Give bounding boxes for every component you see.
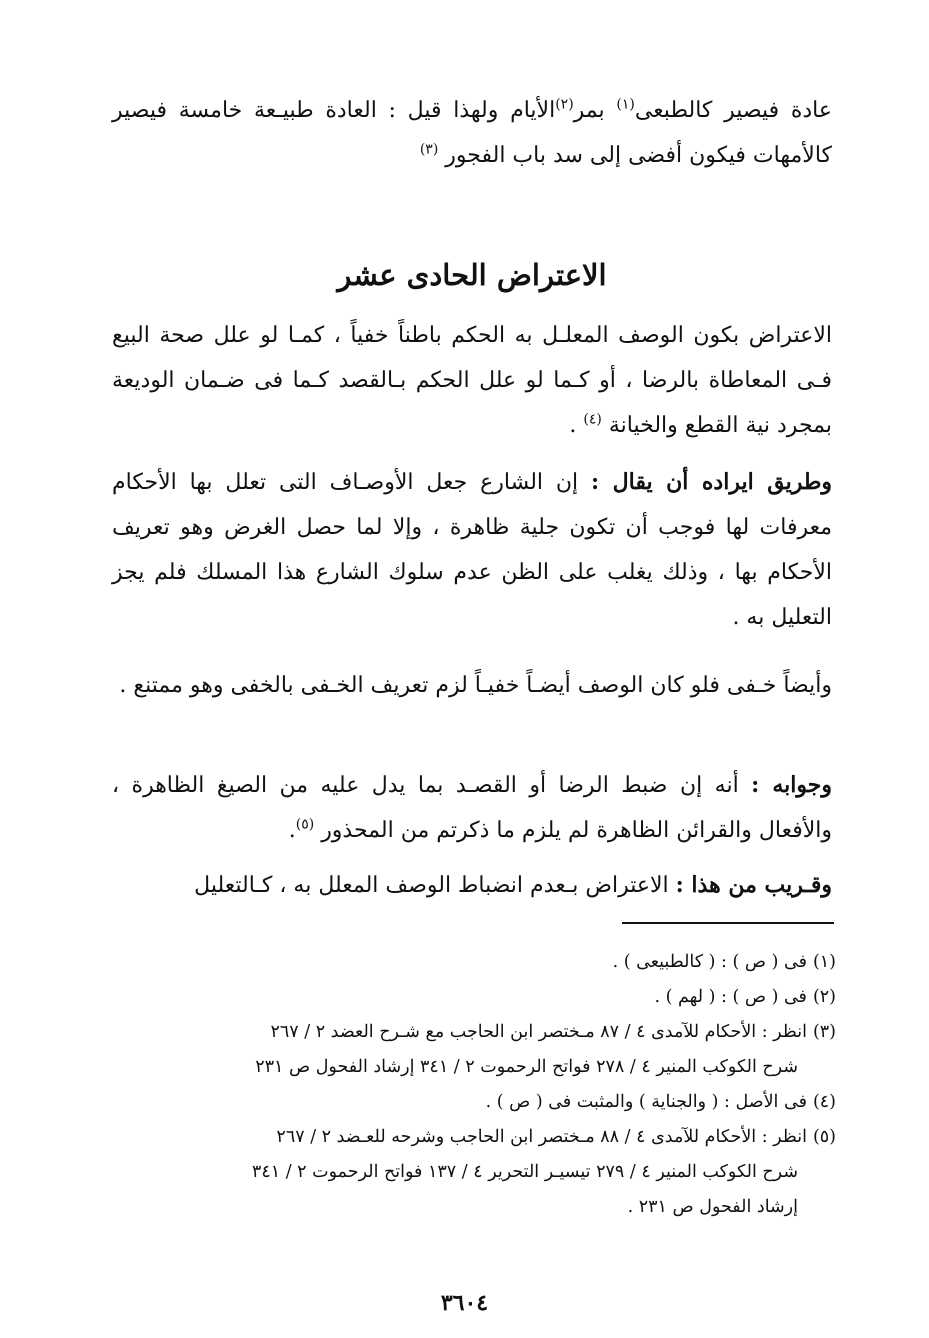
footnote-ref-4[interactable]: (٤): [583, 411, 602, 428]
paragraph-answer: [112, 763, 876, 853]
footnote-number: (٣): [812, 1022, 836, 1042]
paragraph-answer-end: .: [288, 818, 296, 843]
intro-paragraph: [112, 88, 832, 178]
paragraph-objection-end: .: [569, 413, 584, 438]
footnote-line: انظر : الأحكام للآمدى ٤ / ٨٨ مـختصر ابن الحاجب وشرحه للعـضد ٢ / ٢٦٧: [276, 1127, 807, 1147]
paragraph-method-text: إن الشارع جعل الأوصـاف التى تعلل بها الأحكام معرفات لها فوجب أن تكون جلية ظاهرة ، وإلا لما حصل الغرض وهو تعريف الأحكام بها ، وذلك يغلب على الظن عدم سلوك الشارع هذا المسلك فلم يجز التعليل به .: [112, 470, 832, 630]
section-heading: الاعتراض الحادى عشر: [337, 258, 607, 292]
paragraph-also: [112, 663, 876, 708]
footnote-5: [112, 1120, 836, 1155]
footnote-3: [112, 1015, 836, 1050]
footnote-1: [112, 945, 836, 980]
footnotes-section: [112, 945, 836, 1225]
page-number: ٣٦٠٤: [440, 1290, 489, 1316]
footnote-2: [112, 980, 836, 1015]
footnote-4: [112, 1085, 836, 1120]
footnote-ref-2[interactable]: (٢): [555, 96, 574, 113]
paragraph-answer-text: أنه إن ضبط الرضا أو القصـد بما يدل عليه من الصيغ الظاهرة ، والأفعال والقرائن الظاهرة لم يلزم ما ذكرتم من المحذور: [112, 773, 832, 843]
paragraph-also-text: وأيضاً خـفى فلو كان الوصف أيضـاً خفيـاً لزم تعريف الخـفى بالخفى وهو ممتنع .: [119, 673, 832, 698]
paragraph-related: [112, 863, 876, 908]
footnote-line: انظر : الأحكام للآمدى ٤ / ٨٧ مـختصر ابن الحاجب مع شـرح العضد ٢ / ٢٦٧: [270, 1022, 807, 1042]
paragraph-method: [112, 460, 876, 640]
footnote-number: (٥): [812, 1127, 836, 1147]
paragraph-objection-text: الاعتراض بكون الوصف المعلـل به الحكم باطناً خفياً ، كمـا لو علل صحة البيع فـى المعاطاة بالرضا ، أو كـما لو علل الحكم بـالقصد كـما فى ضـمان الوديعة بمجرد نية القطع والخيانة: [112, 323, 832, 438]
paragraph-objection: [112, 313, 876, 448]
footnote-line: فى ( ص ) : ( لهم ) .: [654, 987, 807, 1007]
footnote-ref-1[interactable]: (١): [616, 96, 635, 113]
footnote-ref-3[interactable]: (٣): [419, 141, 439, 158]
footnote-line: فى ( ص ) : ( كالطبيعى ) .: [612, 952, 807, 972]
footnote-divider: [622, 922, 834, 924]
paragraph-method-lead: وطريق ايراده أن يقال :: [591, 469, 832, 495]
footnote-number: (١): [812, 952, 836, 972]
footnote-ref-5[interactable]: (٥): [295, 816, 315, 833]
intro-text-part2: بمر: [573, 98, 617, 123]
paragraph-related-lead: وقـريب من هذا :: [675, 872, 832, 898]
footnote-number: (٢): [812, 987, 836, 1007]
intro-text-part1: عادة فيصير كالطبعى: [634, 98, 833, 123]
footnote-line: فى الأصل : ( والجناية ) والمثبت فى ( ص ) .: [485, 1092, 807, 1112]
footnote-5-continuation: إرشاد الفحول ص ٢٣١ .: [627, 1197, 798, 1217]
intro-text-part3: الأيام ولهذا قيل : العادة طبيـعة خامسة فيصير كالأمهات فيكون أفضى إلى سد باب الفجور: [112, 98, 832, 168]
footnote-5-continuation: شرح الكوكب المنير ٤ / ٢٧٩ تيسيـر التحرير ٤ / ١٣٧ فواتح الرحموت ٢ / ٣٤١: [251, 1162, 798, 1182]
footnote-number: (٤): [812, 1092, 836, 1112]
paragraph-answer-lead: وجوابه :: [751, 772, 832, 798]
footnote-3-continuation: شرح الكوكب المنير ٤ / ٢٧٨ فواتح الرحموت ٢ / ٣٤١ إرشاد الفحول ص ٢٣١: [255, 1057, 798, 1077]
paragraph-related-text: الاعتراض بـعدم انضباط الوصف المعلل به ، كـالتعليل: [194, 873, 676, 898]
